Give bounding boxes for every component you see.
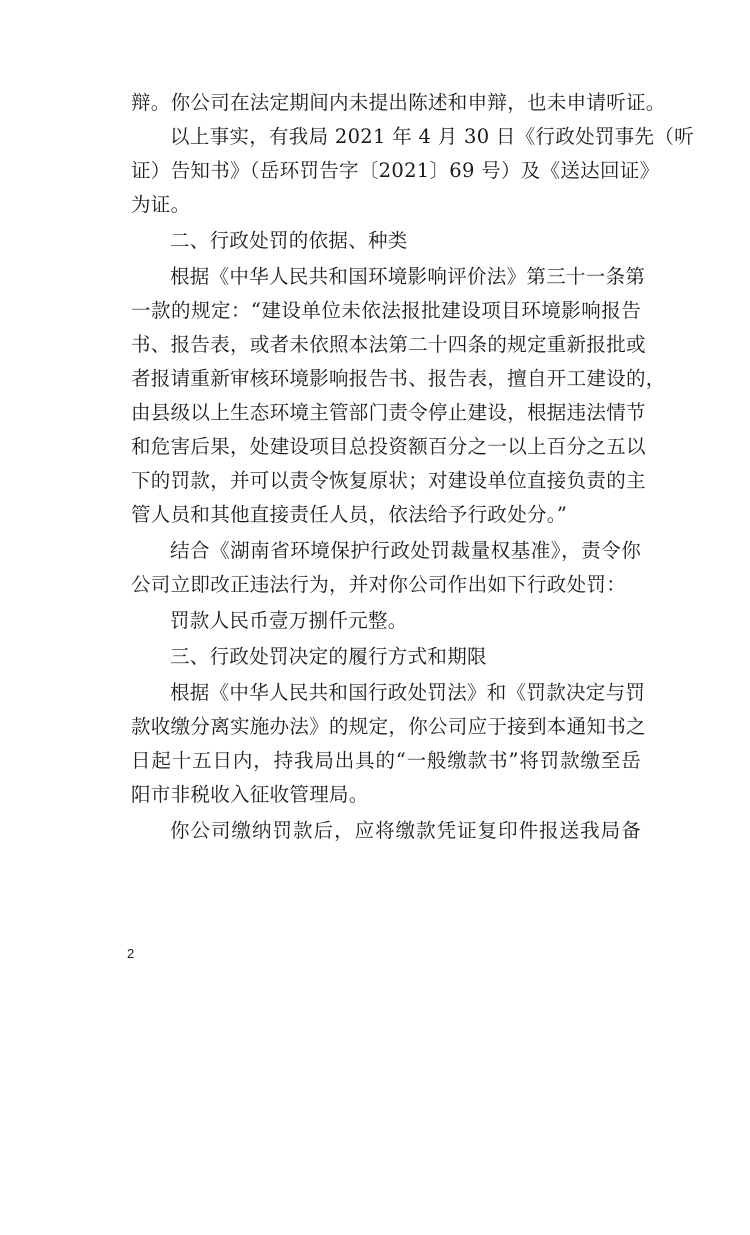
document-body xyxy=(131,86,694,848)
paragraph-line: 和危害后果，处建设项目总投资额百分之一以上百分之五以 xyxy=(131,435,646,458)
paragraph-line: 公司立即改正违法行为，并对你公司作出如下行政处罚： xyxy=(131,573,627,596)
paragraph-line: 你公司缴纳罚款后，应将缴款凭证复印件报送我局备 xyxy=(170,819,641,842)
paragraph-line: 根据《中华人民共和国环境影响评价法》第三十一条第 xyxy=(170,265,646,288)
section-heading: 三、行政处罚决定的履行方式和期限 xyxy=(170,645,487,668)
paragraph-line: 证）告知书》（岳环罚告字〔2021〕69 号）及《送达回证》 xyxy=(131,159,660,182)
paragraph-line: 日起十五日内，持我局出具的“一般缴款书”将罚款缴至岳 xyxy=(131,749,641,772)
paragraph-line: 者报请重新审核环境影响报告书、报告表，擅自开工建设的， xyxy=(131,367,666,390)
paragraph-line: 为证。 xyxy=(131,193,191,216)
paragraph-line: 由县级以上生态环境主管部门责令停止建设，根据违法情节 xyxy=(131,401,646,424)
penalty-amount: 罚款人民币壹万捌仟元整。 xyxy=(170,609,408,632)
paragraph-line: 阳市非税收入征收管理局。 xyxy=(131,783,369,806)
paragraph-line: 结合《湖南省环境保护行政处罚裁量权基准》，责令你 xyxy=(170,539,641,562)
paragraph-line: 以上事实，有我局 2021 年 4 月 30 日《行政处罚事先（听 xyxy=(170,125,694,148)
paragraph-line: 管人员和其他直接责任人员，依法给予行政处分。” xyxy=(131,503,568,526)
paragraph-line: 一款的规定：“建设单位未依法报批建设项目环境影响报告 xyxy=(131,299,641,322)
section-heading: 二、行政处罚的依据、种类 xyxy=(170,229,408,252)
paragraph-line: 下的罚款，并可以责令恢复原状；对建设单位直接负责的主 xyxy=(131,469,646,492)
paragraph-line: 根据《中华人民共和国行政处罚法》和《罚款决定与罚 xyxy=(170,681,646,704)
page-number: 2 xyxy=(127,946,135,961)
paragraph-line: 款收缴分离实施办法》的规定，你公司应于接到本通知书之 xyxy=(131,715,646,738)
paragraph-line: 辩。你公司在法定期间内未提出陈述和申辩，也未申请听证。 xyxy=(131,91,666,114)
paragraph-line: 书、报告表，或者未依照本法第二十四条的规定重新报批或 xyxy=(131,333,646,356)
